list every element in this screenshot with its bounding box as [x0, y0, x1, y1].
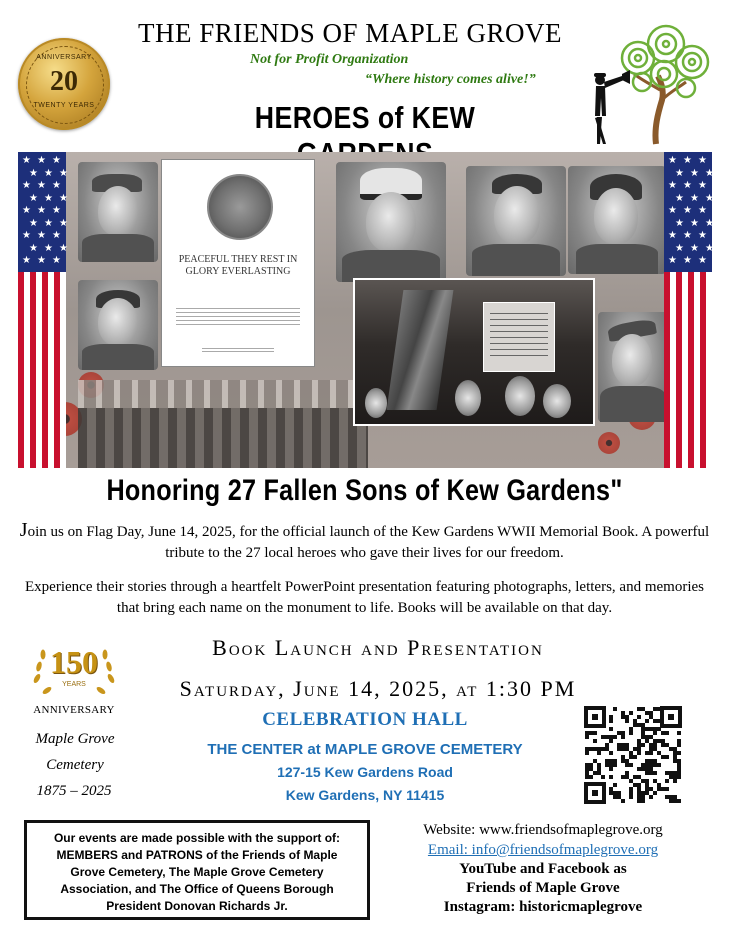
memorial-ceremony-photo [353, 278, 595, 426]
flag-star-icon: ★ [52, 155, 61, 166]
flag-star-icon: ★ [690, 242, 699, 254]
flag-star-icon: ★ [683, 180, 692, 191]
soldier-portrait-1 [78, 162, 158, 262]
flag-star-icon: ★ [698, 180, 707, 191]
flag-star-icon: ★ [690, 167, 699, 179]
flag-star-icon: ★ [59, 217, 68, 229]
memorial-collage-image [18, 152, 712, 468]
flag-star-icon: ★ [52, 180, 61, 191]
flag-star-icon: ★ [29, 217, 38, 229]
flag-star-icon: ★ [29, 192, 38, 204]
page-headline: HEROES of KEW [254, 100, 476, 135]
flag-star-icon: ★ [44, 167, 53, 179]
flag-star-icon: ★ [675, 167, 684, 179]
flag-star-icon: ★ [44, 242, 53, 254]
main-title: Honoring 27 Fallen Sons of Kew Gardens" [106, 474, 623, 507]
intro-paragraph [16, 520, 713, 564]
instagram-handle: Instagram: historicmaplegrove [443, 899, 643, 915]
flag-star-icon: ★ [37, 205, 46, 216]
venue-center: THE CENTER at MAPLE GROVE CEMETERY [207, 741, 523, 758]
sponsor-box: Our events are made possible with the support of: MEMBERS and PATRONS of the Friends of Maple Grove Cemetery, The Maple Grove Cemetery Association, and The Office of Queens Borough President Donovan Richards Jr. [24, 820, 370, 920]
book-title: PEACEFUL THEY REST IN GLORY EVERLASTING [178, 254, 298, 277]
flag-star-icon: ★ [675, 242, 684, 254]
organization-name: THE FRIENDS OF MAPLE GROVE [137, 18, 563, 48]
flag-star-icon: ★ [44, 217, 53, 229]
twenty-year-anniversary-seal [18, 38, 110, 130]
flag-star-icon: ★ [22, 255, 31, 266]
tagline-nonprofit: Not for Profit Organization [250, 52, 409, 67]
flag-star-icon: ★ [705, 242, 714, 254]
seal-top-text: ANNIVERSARY [36, 54, 92, 61]
flag-star-icon: ★ [668, 180, 677, 191]
troops-formation-photo [78, 380, 368, 468]
tagline-history: “Where history comes alive!” [365, 72, 536, 87]
cemetery-name-line2: Cemetery [46, 757, 104, 773]
flag-star-icon: ★ [698, 230, 707, 241]
flag-star-icon: ★ [683, 255, 692, 266]
flag-star-icon: ★ [668, 255, 677, 266]
social-line-2: Friends of Maple Grove [466, 880, 620, 896]
flag-star-icon: ★ [52, 205, 61, 216]
flag-star-icon: ★ [698, 205, 707, 216]
flag-star-icon: ★ [683, 205, 692, 216]
flag-star-icon: ★ [37, 230, 46, 241]
qr-code[interactable] [584, 706, 682, 804]
social-line-1: YouTube and Facebook as [459, 861, 627, 877]
flag-star-icon: ★ [22, 180, 31, 191]
flag-star-icon: ★ [668, 230, 677, 241]
flag-star-icon: ★ [705, 217, 714, 229]
memorial-book-cover [161, 159, 315, 367]
flag-star-icon: ★ [44, 192, 53, 204]
anniversary-number: 150 [50, 644, 98, 680]
event-date: Saturday, June 14, 2025, at 1:30 PM [179, 676, 577, 701]
american-flag-left [18, 152, 66, 468]
youth-portrait [568, 166, 666, 274]
flag-star-icon: ★ [37, 180, 46, 191]
email-link[interactable]: Email: info@friendsofmaplegrove.org [427, 842, 659, 858]
flag-star-icon: ★ [22, 155, 31, 166]
flag-star-icon: ★ [675, 217, 684, 229]
flag-star-icon: ★ [29, 242, 38, 254]
flag-star-icon: ★ [59, 192, 68, 204]
seal-number: 20 [50, 66, 78, 97]
event-heading: Book Launch and Presentation [212, 635, 544, 660]
flag-star-icon: ★ [22, 230, 31, 241]
venue-hall: CELEBRATION HALL [262, 709, 468, 730]
flag-star-icon: ★ [668, 205, 677, 216]
flag-star-icon: ★ [37, 155, 46, 166]
anniversary-label: ANNIVERSARY [33, 704, 115, 716]
american-flag-right [664, 152, 712, 468]
flag-star-icon: ★ [705, 167, 714, 179]
flag-star-icon: ★ [690, 192, 699, 204]
flag-star-icon: ★ [59, 167, 68, 179]
flag-star-icon: ★ [675, 192, 684, 204]
flag-star-icon: ★ [52, 230, 61, 241]
intro-text: oin us on Flag Day, June 14, 2025, for the official launch of the Kew Gardens WWII Memorial Book. A powerful tribute to the 27 local heroes who gave their lives for our freedom. [27, 524, 710, 561]
flag-star-icon: ★ [668, 155, 677, 166]
flag-star-icon: ★ [59, 242, 68, 254]
flag-star-icon: ★ [683, 230, 692, 241]
flag-star-icon: ★ [698, 255, 707, 266]
seal-bottom-text: TWENTY YEARS [33, 102, 95, 109]
flag-star-icon: ★ [52, 255, 61, 266]
flag-star-icon: ★ [683, 155, 692, 166]
address-city: Kew Gardens, NY 11415 [285, 787, 445, 803]
tree-bugler-logo [578, 18, 718, 146]
navy-officer-portrait [336, 162, 446, 282]
cemetery-years: 1875 – 2025 [36, 783, 112, 799]
cemetery-name-line1: Maple Grove [35, 731, 115, 747]
young-man-portrait [466, 166, 566, 276]
anniversary-years: YEARS [62, 681, 86, 688]
flag-star-icon: ★ [698, 155, 707, 166]
soldier-portrait-2 [78, 280, 158, 370]
flag-star-icon: ★ [22, 205, 31, 216]
website-link[interactable]: Website: www.friendsofmaplegrove.org [423, 822, 663, 838]
flag-star-icon: ★ [37, 255, 46, 266]
flag-star-icon: ★ [705, 192, 714, 204]
flag-star-icon: ★ [29, 167, 38, 179]
drop-cap: J [19, 519, 28, 541]
flag-star-icon: ★ [690, 217, 699, 229]
presentation-paragraph: Experience their stories through a heartfelt PowerPoint presentation featuring photographs, letters, and memories that bring each name on the monument to life. Books will be available on that day. [25, 579, 704, 616]
address-street: 127-15 Kew Gardens Road [277, 764, 453, 780]
army-soldier-portrait [598, 312, 668, 422]
